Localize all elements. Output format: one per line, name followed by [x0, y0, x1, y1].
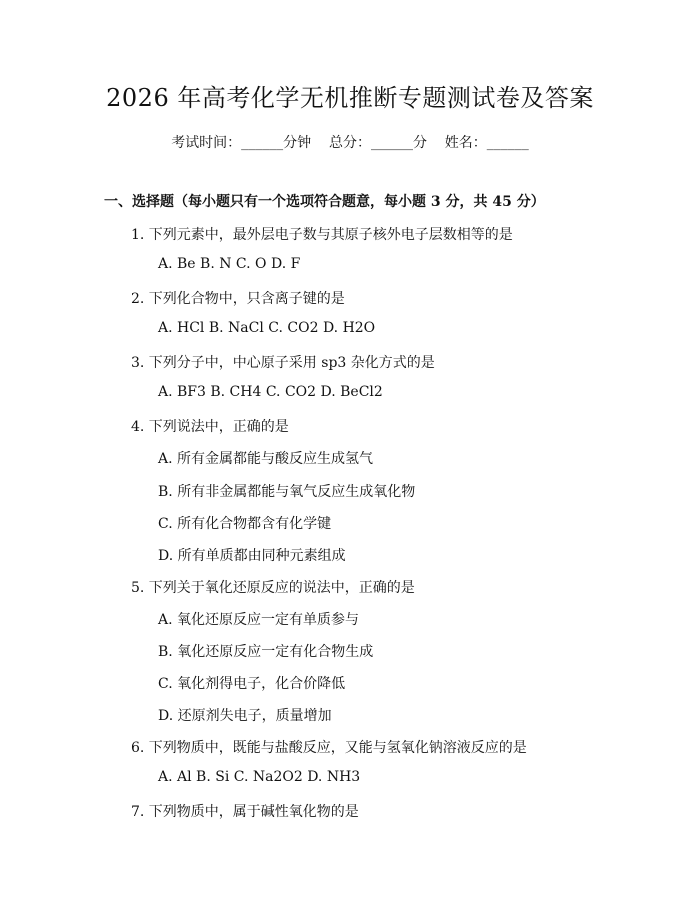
question-stem: 5. 下列关于氧化还原反应的说法中，正确的是	[131, 580, 415, 596]
question-stem: 2. 下列化合物中，只含离子键的是	[131, 291, 345, 307]
question-option: B. 氧化还原反应一定有化合物生成	[158, 644, 374, 660]
question-stem: 4. 下列说法中，正确的是	[131, 419, 289, 435]
question-option: A. 氧化还原反应一定有单质参与	[158, 612, 360, 628]
question-options: A. BF3 B. CH4 C. CO2 D. BeCl2	[158, 384, 383, 400]
question-options: A. Be B. N C. O D. F	[158, 256, 301, 272]
question-stem: 6. 下列物质中，既能与盐酸反应，又能与氢氧化钠溶液反应的是	[131, 740, 527, 756]
question-stem: 7. 下列物质中，属于碱性氧化物的是	[131, 804, 359, 820]
question-stem: 3. 下列分子中，中心原子采用 sp3 杂化方式的是	[131, 355, 435, 371]
question-option: D. 所有单质都由同种元素组成	[158, 548, 346, 564]
question-option: C. 氧化剂得电子，化合价降低	[158, 676, 346, 692]
section-heading: 一、选择题（每小题只有一个选项符合题意，每小题 3 分，共 45 分）	[104, 194, 545, 210]
question-stem: 1. 下列元素中，最外层电子数与其原子核外电子层数相等的是	[131, 227, 513, 243]
question-options: A. HCl B. NaCl C. CO2 D. H2O	[158, 320, 376, 336]
question-option: B. 所有非金属都能与氧气反应生成氧化物	[158, 484, 416, 500]
document-title: 2026 年高考化学无机推断专题测试卷及答案	[106, 84, 594, 112]
question-option: A. 所有金属都能与酸反应生成氢气	[158, 451, 374, 467]
question-option: D. 还原剂失电子，质量增加	[158, 708, 332, 724]
exam-info-line: 考试时间：______分钟 总分：______分 姓名：______	[171, 135, 529, 151]
question-options: A. Al B. Si C. Na2O2 D. NH3	[158, 769, 361, 785]
question-option: C. 所有化合物都含有化学键	[158, 516, 332, 532]
